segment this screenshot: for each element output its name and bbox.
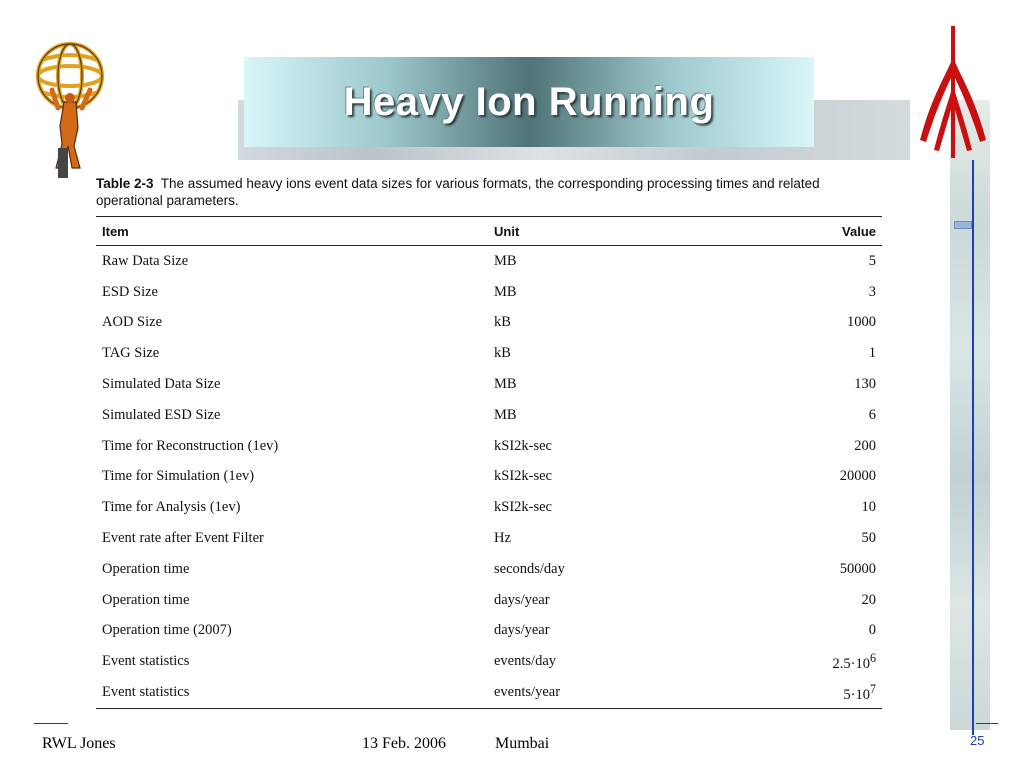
row-unit: kB (494, 314, 511, 331)
table-row (96, 585, 882, 616)
slide-title: Heavy Ion Running (343, 79, 715, 124)
table-caption-label: Table 2-3 (96, 176, 154, 191)
value-base: 2.5·10 (832, 655, 870, 672)
data-table (96, 216, 882, 709)
row-item: Time for Reconstruction (1ev) (102, 437, 279, 454)
value-exponent: 6 (869, 650, 876, 665)
table-row (96, 554, 882, 585)
footer-date: 13 Feb. 2006 (362, 735, 446, 752)
row-item: Simulated ESD Size (102, 406, 221, 423)
red-tree-logo-icon (918, 22, 988, 162)
row-item: AOD Size (102, 314, 163, 331)
table-row (96, 308, 882, 339)
row-value (750, 646, 882, 677)
table-row (96, 431, 882, 462)
table-row (96, 400, 882, 431)
table-row (96, 246, 882, 277)
header-unit: Unit (488, 217, 750, 246)
row-item: Operation time (2007) (102, 622, 232, 639)
row-unit: kSI2k-sec (494, 437, 552, 454)
row-unit: days/year (494, 622, 550, 639)
footer-rule-right (976, 723, 998, 724)
row-item: Time for Analysis (1ev) (102, 499, 241, 516)
row-unit: MB (494, 283, 517, 300)
header-item: Item (96, 217, 488, 246)
row-value: 50 (861, 530, 876, 547)
table-row (96, 646, 882, 677)
right-background-photo (950, 100, 990, 730)
table-row (96, 523, 882, 554)
row-unit: kSI2k-sec (494, 468, 552, 485)
table-caption-text: The assumed heavy ions event data sizes for various formats, the corresponding processing times and related operational parameters. (96, 176, 820, 208)
row-item: Event rate after Event Filter (102, 530, 264, 547)
row-value: 3 (868, 283, 876, 300)
table-header-row (96, 217, 882, 246)
row-unit: events/year (488, 677, 750, 708)
row-item: Raw Data Size (102, 252, 189, 269)
row-value: 200 (854, 437, 876, 454)
row-value: 10 (861, 499, 876, 516)
row-unit: MB (494, 406, 517, 423)
row-item: Time for Simulation (1ev) (102, 468, 255, 485)
header-value: Value (750, 217, 882, 246)
table-caption (96, 175, 886, 209)
table-row (96, 277, 882, 308)
row-unit: Hz (494, 530, 511, 547)
row-unit: days/year (494, 591, 550, 608)
row-value: 20 (861, 591, 876, 608)
table-row (96, 677, 882, 708)
row-item: Event statistics (96, 677, 488, 708)
row-unit: MB (494, 252, 517, 269)
row-item: Operation time (102, 591, 190, 608)
row-value: 6 (868, 406, 876, 423)
page-number: 25 (970, 733, 985, 748)
right-vertical-rule (972, 160, 974, 735)
row-value: 0 (868, 622, 876, 639)
row-unit: MB (494, 376, 517, 393)
row-item: ESD Size (102, 283, 158, 300)
table-row (96, 462, 882, 493)
row-value: 130 (854, 376, 876, 393)
footer-location: Mumbai (495, 735, 550, 752)
row-item: Operation time (102, 560, 190, 577)
row-value: 50000 (839, 560, 876, 577)
row-unit: kB (494, 345, 511, 362)
row-item: Event statistics (102, 653, 190, 670)
table-row (96, 492, 882, 523)
footer-author: RWL Jones (42, 735, 116, 752)
footer-rule-left (34, 723, 68, 724)
right-marker-icon (954, 221, 972, 229)
row-item: TAG Size (102, 345, 160, 362)
table-row (96, 369, 882, 400)
atlas-figure-logo-icon (28, 28, 116, 180)
row-value: 1 (868, 345, 876, 362)
row-value: 5 (868, 252, 876, 269)
slide-title-banner (244, 57, 814, 147)
row-value: 20000 (839, 468, 876, 485)
row-item: Simulated Data Size (102, 376, 221, 393)
value-exponent: 7 (869, 681, 876, 696)
value-base: 5·10 (843, 686, 870, 703)
row-value: 1000 (847, 314, 876, 331)
row-unit: seconds/day (494, 560, 565, 577)
row-unit: events/day (494, 653, 557, 670)
row-value (750, 677, 882, 708)
table-row (96, 338, 882, 369)
table-row (96, 616, 882, 647)
row-unit: kSI2k-sec (494, 499, 552, 516)
